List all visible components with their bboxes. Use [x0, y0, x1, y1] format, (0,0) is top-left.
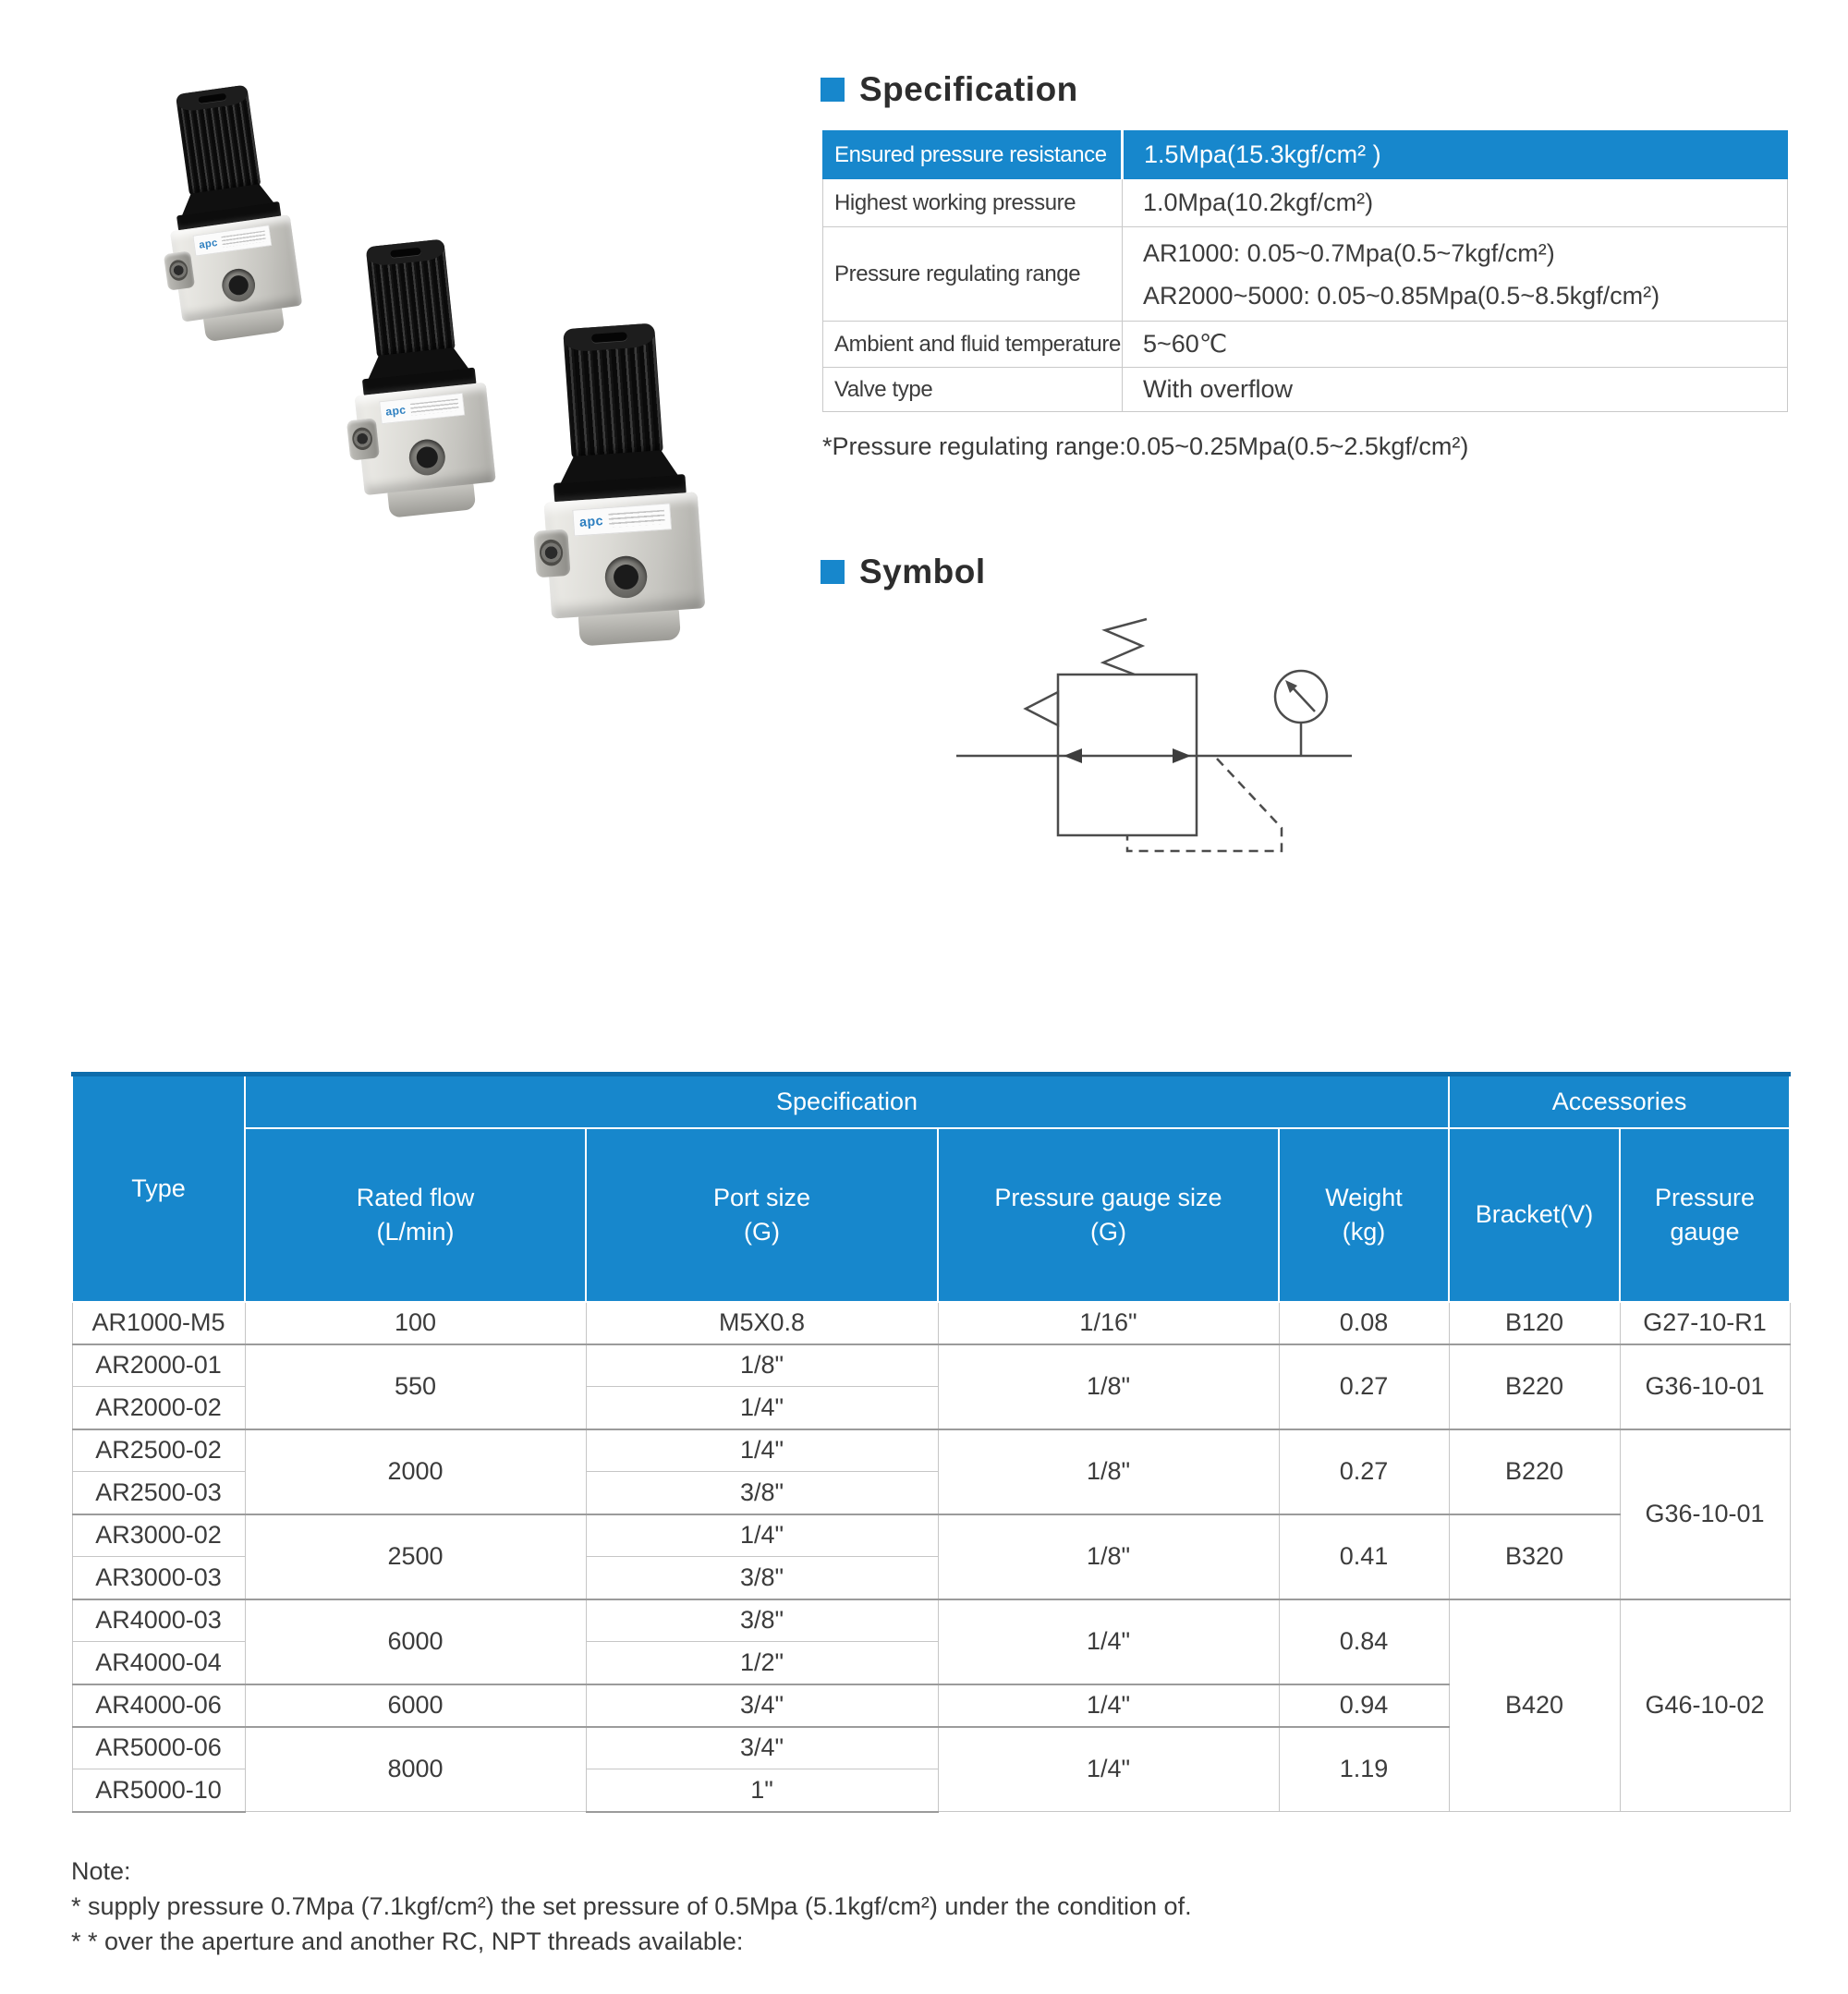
weight-cell: 0.27 — [1279, 1344, 1449, 1429]
note-title: Note: — [71, 1857, 131, 1885]
front-port — [407, 438, 447, 478]
type-cell: AR1000-M5 — [72, 1302, 245, 1344]
bracket-cell: B220 — [1449, 1429, 1620, 1514]
weight-cell: 1.19 — [1279, 1727, 1449, 1812]
flow-cell: 6000 — [245, 1684, 586, 1727]
regulator-photo-small — [139, 79, 318, 347]
regulator-knob — [366, 239, 456, 359]
gauge-size-cell: 1/4" — [938, 1727, 1279, 1812]
table-row — [823, 368, 1788, 412]
type-cell: AR4000-06 — [72, 1684, 245, 1727]
weight-cell: 0.94 — [1279, 1684, 1449, 1727]
side-port — [346, 418, 380, 460]
type-cell: AR2500-03 — [72, 1472, 245, 1514]
port-cell: 3/4" — [586, 1684, 938, 1727]
header-type: Type — [72, 1075, 245, 1302]
pilot-dashed-line — [1127, 759, 1282, 851]
flow-cell: 6000 — [245, 1599, 586, 1684]
label-fineprint — [410, 398, 459, 415]
note-line-1: * supply pressure 0.7Mpa (7.1kgf/cm²) the set pressure of 0.5Mpa (5.1kgf/cm²) under the condition of. — [71, 1892, 1192, 1920]
port-cell: 3/4" — [586, 1727, 938, 1769]
gauge-size-cell: 1/4" — [938, 1599, 1279, 1684]
regulator-knob — [563, 323, 663, 460]
table-subheader-row — [72, 1128, 1790, 1302]
port-cell: 1" — [586, 1769, 938, 1812]
table-row — [823, 179, 1788, 227]
weight-cell: 0.27 — [1279, 1429, 1449, 1514]
front-port — [220, 267, 257, 304]
regulator-body — [355, 383, 496, 495]
spring-icon — [1103, 619, 1147, 675]
spec-label: Ambient and fluid temperature — [823, 322, 1123, 368]
port-cell: 1/4" — [586, 1387, 938, 1429]
port-cell: 3/8" — [586, 1599, 938, 1642]
bracket-cell: B420 — [1449, 1599, 1620, 1812]
brand-logo: apc — [384, 403, 407, 419]
header-rated-flow: Rated flow (L/min) — [245, 1128, 586, 1302]
label-fineprint — [608, 510, 665, 528]
label-fineprint — [221, 230, 266, 247]
gauge-cell: G46-10-02 — [1620, 1599, 1790, 1812]
spec-label: Valve type — [823, 368, 1123, 412]
table-row — [823, 322, 1788, 368]
type-cell: AR5000-10 — [72, 1769, 245, 1812]
type-cell: AR3000-02 — [72, 1514, 245, 1557]
side-port — [164, 250, 195, 290]
notes-block — [71, 1854, 1192, 1959]
arrow-right-icon — [1173, 748, 1191, 763]
pneumatic-regulator-symbol — [938, 591, 1381, 878]
bracket-cell: B120 — [1449, 1302, 1620, 1344]
product-label — [572, 504, 672, 537]
type-cell: AR3000-03 — [72, 1557, 245, 1599]
flow-cell: 2000 — [245, 1429, 586, 1514]
spec-label: Highest working pressure — [823, 179, 1123, 227]
symbol-title: Symbol — [859, 553, 986, 590]
port-cell: 1/4" — [586, 1514, 938, 1557]
section-bullet-icon — [821, 78, 845, 102]
port-cell: 1/8" — [586, 1344, 938, 1387]
spec-value — [1123, 227, 1788, 322]
gauge-size-cell: 1/8" — [938, 1514, 1279, 1599]
spec-label: Ensured pressure resistance — [823, 131, 1123, 179]
table-row — [72, 1302, 1790, 1344]
note-line-2: * * over the aperture and another RC, NPT threads available: — [71, 1927, 744, 1955]
product-photos — [0, 0, 795, 702]
table-row — [72, 1599, 1790, 1642]
side-port — [533, 529, 570, 578]
table-row — [72, 1514, 1790, 1557]
specification-title: Specification — [859, 70, 1078, 108]
brand-logo: apc — [578, 513, 604, 530]
weight-cell: 0.08 — [1279, 1302, 1449, 1344]
type-cell: AR5000-06 — [72, 1727, 245, 1769]
header-gauge-size: Pressure gauge size (G) — [938, 1128, 1279, 1302]
gauge-cell: G27-10-R1 — [1620, 1302, 1790, 1344]
port-cell: M5X0.8 — [586, 1302, 938, 1344]
type-cell: AR4000-03 — [72, 1599, 245, 1642]
regulator-body — [544, 492, 706, 618]
arrow-left-icon — [1064, 748, 1082, 763]
header-weight: Weight (kg) — [1279, 1128, 1449, 1302]
gauge-size-cell: 1/8" — [938, 1429, 1279, 1514]
gauge-size-cell: 1/16" — [938, 1302, 1279, 1344]
product-label — [379, 393, 465, 424]
port-cell: 1/2" — [586, 1642, 938, 1684]
regulator-photo-large — [516, 320, 723, 650]
gauge-cell: G36-10-01 — [1620, 1429, 1790, 1599]
flow-cell: 2500 — [245, 1514, 586, 1599]
table-row — [72, 1344, 1790, 1387]
weight-cell: 0.41 — [1279, 1514, 1449, 1599]
spec-footnote: *Pressure regulating range:0.05~0.25Mpa(0.5~2.5kgf/cm²) — [822, 432, 1469, 460]
flow-cell: 8000 — [245, 1727, 586, 1812]
regulator-photo-medium — [325, 235, 513, 522]
product-label — [193, 225, 272, 256]
type-cell: AR2500-02 — [72, 1429, 245, 1472]
spec-value: 1.5Mpa(15.3kgf/cm² ) — [1123, 131, 1788, 179]
symbol-section-header — [821, 553, 986, 591]
gauge-cell: G36-10-01 — [1620, 1344, 1790, 1429]
brand-logo: apc — [198, 237, 219, 251]
spec-value: With overflow — [1123, 368, 1788, 412]
regulator-knob — [176, 85, 261, 197]
port-cell: 3/8" — [586, 1557, 938, 1599]
specification-table — [822, 130, 1788, 412]
table-row — [823, 227, 1788, 322]
table-row — [72, 1429, 1790, 1472]
regulator-body — [170, 214, 302, 322]
header-group-specification: Specification — [245, 1075, 1449, 1128]
table-header-row — [72, 1075, 1790, 1128]
type-cell: AR2000-01 — [72, 1344, 245, 1387]
flow-cell: 550 — [245, 1344, 586, 1429]
header-bracket: Bracket(V) — [1449, 1128, 1620, 1302]
section-bullet-icon — [821, 560, 845, 584]
port-cell: 1/4" — [586, 1429, 938, 1472]
port-cell: 3/8" — [586, 1472, 938, 1514]
header-port-size: Port size (G) — [586, 1128, 938, 1302]
models-table — [71, 1072, 1791, 1813]
gauge-size-cell: 1/8" — [938, 1344, 1279, 1429]
spec-label: Pressure regulating range — [823, 227, 1123, 322]
spec-value: 5~60℃ — [1123, 322, 1788, 368]
relief-triangle-icon — [1026, 692, 1058, 725]
header-pressure-gauge: Pressure gauge — [1620, 1128, 1790, 1302]
table-row — [823, 131, 1788, 179]
gauge-size-cell: 1/4" — [938, 1684, 1279, 1727]
bracket-cell: B320 — [1449, 1514, 1620, 1599]
bracket-cell: B220 — [1449, 1344, 1620, 1429]
weight-cell: 0.84 — [1279, 1599, 1449, 1684]
type-cell: AR4000-04 — [72, 1642, 245, 1684]
front-port — [603, 554, 648, 599]
range-line-1: AR1000: 0.05~0.7Mpa(0.5~7kgf/cm²) — [1143, 238, 1555, 267]
range-line-2: AR2000~5000: 0.05~0.85Mpa(0.5~8.5kgf/cm²) — [1143, 281, 1660, 310]
flow-cell: 100 — [245, 1302, 586, 1344]
type-cell: AR2000-02 — [72, 1387, 245, 1429]
header-group-accessories: Accessories — [1449, 1075, 1790, 1128]
specification-section-header — [821, 70, 1078, 109]
spec-value: 1.0Mpa(10.2kgf/cm²) — [1123, 179, 1788, 227]
